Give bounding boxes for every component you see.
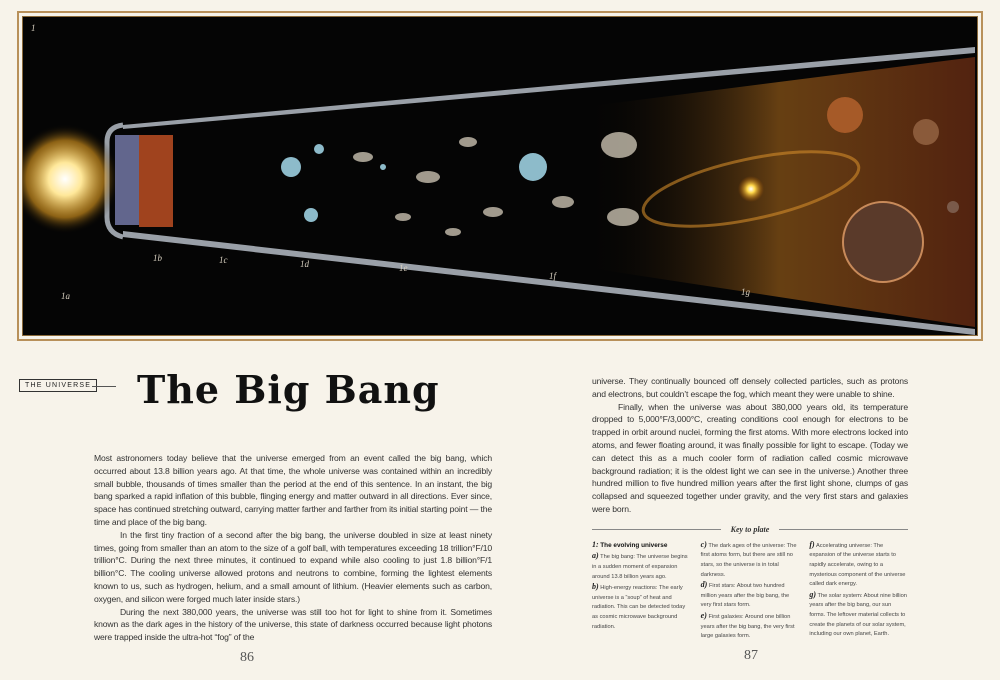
plate-label: 1e bbox=[399, 263, 408, 273]
key-item: b) High-energy reactions: The early universe is a “soup” of heat and radiation. This can be detected today as cosmic microwave background radiation. bbox=[592, 582, 686, 630]
paragraph: In the first tiny fraction of a second after the big bang, the universe doubled in size at least ninety times, going from smaller than an atom to the size of a golf ball, with temperatures exceeding 18 trillion°F/10 trillion°C. During the next three minutes, it continued to expand while also cooling to just 1.8 billion°F/1 billion°C. The cooling universe allowed protons and neutrons to combine, forming the lightest elements known to us, such as hydrogen, helium, and a small amount of lithium. (Heavier elements such as carbon, oxygen, and silicon were forged much later inside stars.) bbox=[94, 529, 492, 604]
key-number: 1: bbox=[592, 539, 599, 549]
plate-label: 1b bbox=[153, 253, 162, 263]
key-columns bbox=[592, 540, 908, 642]
paragraph: Finally, when the universe was about 380,000 years old, its temperature dropped to 5,000°F/3,000°C, creating conditions cool enough for electrons to be trapped in orbit around nuclei, forming the first atoms. With more electrons locked into atoms, and fewer floating around, it was finally possible for light to escape. (Today we can detect this as a much cooler form of radiation called cosmic microwave background radiation; it is the oldest light we can see in the universe.) Another three hundred million to five hundred million years after the first light shone, clumps of gas collapsed and squeezed together under gravity, and the very first stars and galaxies were born. bbox=[592, 401, 908, 514]
key-title: The evolving universe bbox=[600, 541, 668, 549]
paragraph: Most astronomers today believe that the universe emerged from an event called the big bang, which occurred about 13.8 billion years ago. At that time, the whole universe was contained within an incredibly small bubble, thousands of times smaller than the period at the end of this sentence. In an instant, the big bang sparked a rapid inflation of this bubble, flinging energy and matter outward in all directions. Ever since, space has continued stretching outward, carrying matter farther and farther from its initial starting point — the time and place of the big bang. bbox=[94, 453, 492, 527]
key-item: e) First galaxies: Around one billion years after the big bang, the very first large galaxies form. bbox=[700, 610, 795, 640]
section-tag: THE UNIVERSE bbox=[19, 379, 97, 392]
left-page-content bbox=[94, 452, 492, 666]
plate-label: 1g bbox=[741, 287, 750, 297]
page-number-right: 87 bbox=[744, 647, 758, 663]
plate-label: 1d bbox=[300, 259, 309, 269]
key-item: d) First stars: About two hundred million years after the big bang, the very first stars form. bbox=[700, 580, 790, 609]
right-page-content bbox=[592, 375, 908, 664]
right-column-text bbox=[592, 375, 908, 516]
sun bbox=[738, 176, 764, 202]
key-item: a) The big bang: The universe begins in a sudden moment of expansion around 13.8 billion years ago. bbox=[592, 551, 688, 580]
key-heading-text: Key to plate bbox=[730, 524, 770, 534]
plate-label: 1c bbox=[219, 255, 228, 265]
expanding-universe-drawing bbox=[23, 17, 978, 336]
divider bbox=[92, 386, 116, 387]
key-column bbox=[592, 540, 691, 642]
key-item: g) The solar system: About nine billion years after the big bang, our sun forms. The leftover material collects to create the planets of our solar system, including our own planet, Earth. bbox=[809, 589, 907, 638]
universe-illustration bbox=[22, 16, 978, 336]
page-number-left: 86 bbox=[240, 649, 254, 665]
key-column bbox=[809, 540, 908, 642]
plate-frame bbox=[17, 11, 983, 341]
left-column-text bbox=[94, 452, 492, 644]
paragraph: During the next 380,000 years, the universe was still too hot for light to shine from it. Sometimes known as the dark ages in the history of the universe, this state of darkness occurred because light photons were trapped inside the ultra-hot “fog” of the bbox=[94, 606, 492, 643]
key-column bbox=[701, 540, 800, 642]
plate-label: 1a bbox=[61, 291, 70, 301]
divider bbox=[592, 529, 721, 530]
plate-label: 1 bbox=[31, 23, 36, 33]
plate-label: 1f bbox=[549, 271, 557, 281]
page-title: The Big Bang bbox=[137, 367, 440, 412]
divider bbox=[779, 529, 908, 530]
key-item: f) Accelerating universe: The expansion of the universe starts to rapidly accelerate, owing to a mysterious component of the universe called dark energy. bbox=[809, 539, 906, 588]
key-item: c) The dark ages of the universe: The first atoms form, but there are still no stars, so the universe is in total darkness. bbox=[700, 539, 797, 578]
paragraph: universe. They continually bounced off densely collected particles, such as protons and electrons, but couldn’t escape the fog, which meant they were unable to shine. bbox=[592, 376, 908, 399]
key-heading bbox=[592, 524, 908, 536]
